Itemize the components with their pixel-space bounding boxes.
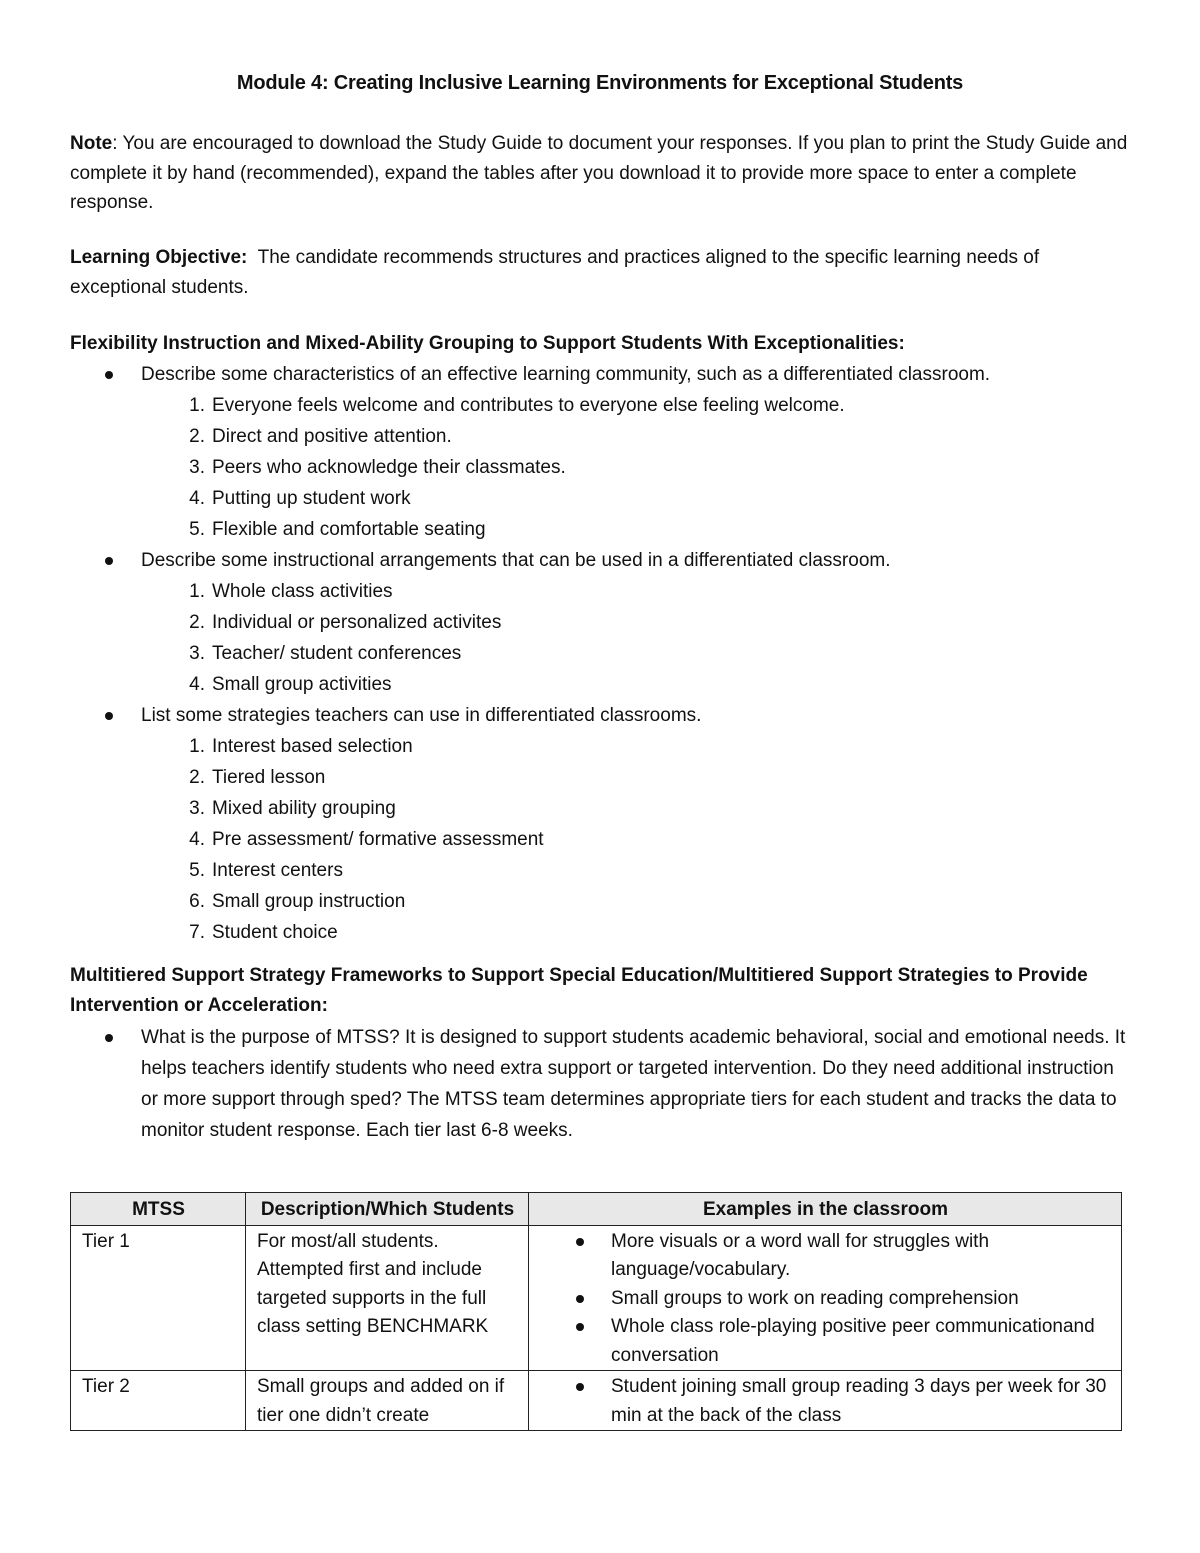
item-number: 1. xyxy=(189,395,205,416)
note-text: : You are encouraged to download the Study Guide to document your responses. If you plan to print the Study Guide and complete it by hand (recommended), expand the tables after you download it to provide more space to enter a complete response. xyxy=(70,133,1128,213)
numbered-list xyxy=(141,731,1130,948)
item-number: 3. xyxy=(189,457,205,478)
item-number: 3. xyxy=(189,798,205,819)
bullet-text: Describe some instructional arrangements that can be used in a differentiated classroom. xyxy=(141,550,891,571)
bullet-item xyxy=(70,700,1130,948)
mtss-table xyxy=(70,1192,1122,1431)
example-item: More visuals or a word wall for struggles with language/vocabulary. xyxy=(540,1228,1111,1285)
item-number: 4. xyxy=(189,674,205,695)
examples-cell xyxy=(529,1225,1122,1371)
numbered-item xyxy=(141,638,1130,669)
examples-list xyxy=(540,1373,1111,1430)
examples-cell xyxy=(529,1371,1122,1431)
numbered-item xyxy=(141,576,1130,607)
bullet-item xyxy=(70,545,1130,700)
section-heading-flexibility: Flexibility Instruction and Mixed-Ability Grouping to Support Students With Exceptionalities: xyxy=(70,333,905,354)
item-number: 2. xyxy=(189,612,205,633)
item-text: Pre assessment/ formative assessment xyxy=(212,829,544,850)
item-text: Putting up student work xyxy=(212,488,411,509)
note-paragraph xyxy=(70,129,1130,218)
tier-cell: Tier 2 xyxy=(71,1371,246,1431)
item-number: 6. xyxy=(189,891,205,912)
item-text: Whole class activities xyxy=(212,581,393,602)
item-number: 7. xyxy=(189,922,205,943)
bullet-text: Describe some characteristics of an effective learning community, such as a differentiated classroom. xyxy=(141,364,991,385)
document-title: Module 4: Creating Inclusive Learning Environments for Exceptional Students xyxy=(236,72,964,94)
item-text: Individual or personalized activites xyxy=(212,612,502,633)
item-text: Teacher/ student conferences xyxy=(212,643,462,664)
flexibility-bullet-list xyxy=(70,359,1130,948)
numbered-item xyxy=(141,917,1130,948)
numbered-item xyxy=(141,731,1130,762)
numbered-item xyxy=(141,421,1130,452)
table-row xyxy=(71,1225,1122,1371)
objective-label: Learning Objective: xyxy=(70,247,248,268)
numbered-item xyxy=(141,824,1130,855)
item-number: 1. xyxy=(189,736,205,757)
numbered-item xyxy=(141,607,1130,638)
item-text: Small group instruction xyxy=(212,891,406,912)
item-number: 3. xyxy=(189,643,205,664)
item-number: 4. xyxy=(189,488,205,509)
description-cell: Small groups and added on if tier one didn’t create xyxy=(246,1371,529,1431)
item-number: 2. xyxy=(189,426,205,447)
item-text: Flexible and comfortable seating xyxy=(212,519,486,540)
numbered-item xyxy=(141,793,1130,824)
numbered-item xyxy=(141,762,1130,793)
mtss-bullet-list xyxy=(70,1022,1130,1146)
column-header: MTSS xyxy=(71,1193,246,1226)
example-item: Whole class role-playing positive peer communicationand conversation xyxy=(540,1313,1111,1370)
table-row xyxy=(71,1371,1122,1431)
item-number: 5. xyxy=(189,519,205,540)
description-cell: For most/all students. Attempted first and include targeted supports in the full class setting BENCHMARK xyxy=(246,1225,529,1371)
section-heading-mtss: Multitiered Support Strategy Frameworks to Support Special Education/Multitiered Support Strategies to Provide Intervention or Acceleration: xyxy=(70,965,1088,1016)
numbered-item xyxy=(141,390,1130,421)
item-text: Interest centers xyxy=(212,860,343,881)
tier-cell: Tier 1 xyxy=(71,1225,246,1371)
example-item: Student joining small group reading 3 days per week for 30 min at the back of the class xyxy=(540,1373,1111,1430)
item-text: Peers who acknowledge their classmates. xyxy=(212,457,566,478)
numbered-item xyxy=(141,483,1130,514)
numbered-list xyxy=(141,576,1130,700)
numbered-item xyxy=(141,855,1130,886)
numbered-list xyxy=(141,390,1130,545)
examples-list xyxy=(540,1228,1111,1371)
learning-objective-paragraph xyxy=(70,243,1130,302)
item-text: Direct and positive attention. xyxy=(212,426,452,447)
bullet-item xyxy=(70,359,1130,545)
item-number: 2. xyxy=(189,767,205,788)
item-text: Student choice xyxy=(212,922,338,943)
example-item: Small groups to work on reading comprehension xyxy=(540,1285,1111,1314)
numbered-item xyxy=(141,452,1130,483)
item-text: Mixed ability grouping xyxy=(212,798,396,819)
column-header: Description/Which Students xyxy=(246,1193,529,1226)
item-number: 5. xyxy=(189,860,205,881)
column-header: Examples in the classroom xyxy=(529,1193,1122,1226)
objective-text: The candidate recommends structures and practices aligned to the specific learning needs of exceptional students. xyxy=(70,247,1045,298)
table-header-row xyxy=(71,1193,1122,1226)
bullet-text: List some strategies teachers can use in differentiated classrooms. xyxy=(141,705,702,726)
bullet-text: What is the purpose of MTSS? It is designed to support students academic behavioral, social and emotional needs. It helps teachers identify students who need extra support or targeted intervention. Do they need additional instruction or more support through sped? The MTSS team determines appropriate tiers for each student and tracks the data to monitor student response. Each tier last 6-8 weeks. xyxy=(141,1027,1126,1141)
item-number: 4. xyxy=(189,829,205,850)
item-text: Tiered lesson xyxy=(212,767,326,788)
item-text: Small group activities xyxy=(212,674,392,695)
item-text: Everyone feels welcome and contributes to everyone else feeling welcome. xyxy=(212,395,845,416)
item-number: 1. xyxy=(189,581,205,602)
numbered-item xyxy=(141,886,1130,917)
bullet-item xyxy=(70,1022,1130,1146)
numbered-item xyxy=(141,669,1130,700)
item-text: Interest based selection xyxy=(212,736,413,757)
numbered-item xyxy=(141,514,1130,545)
note-label: Note xyxy=(70,133,113,154)
